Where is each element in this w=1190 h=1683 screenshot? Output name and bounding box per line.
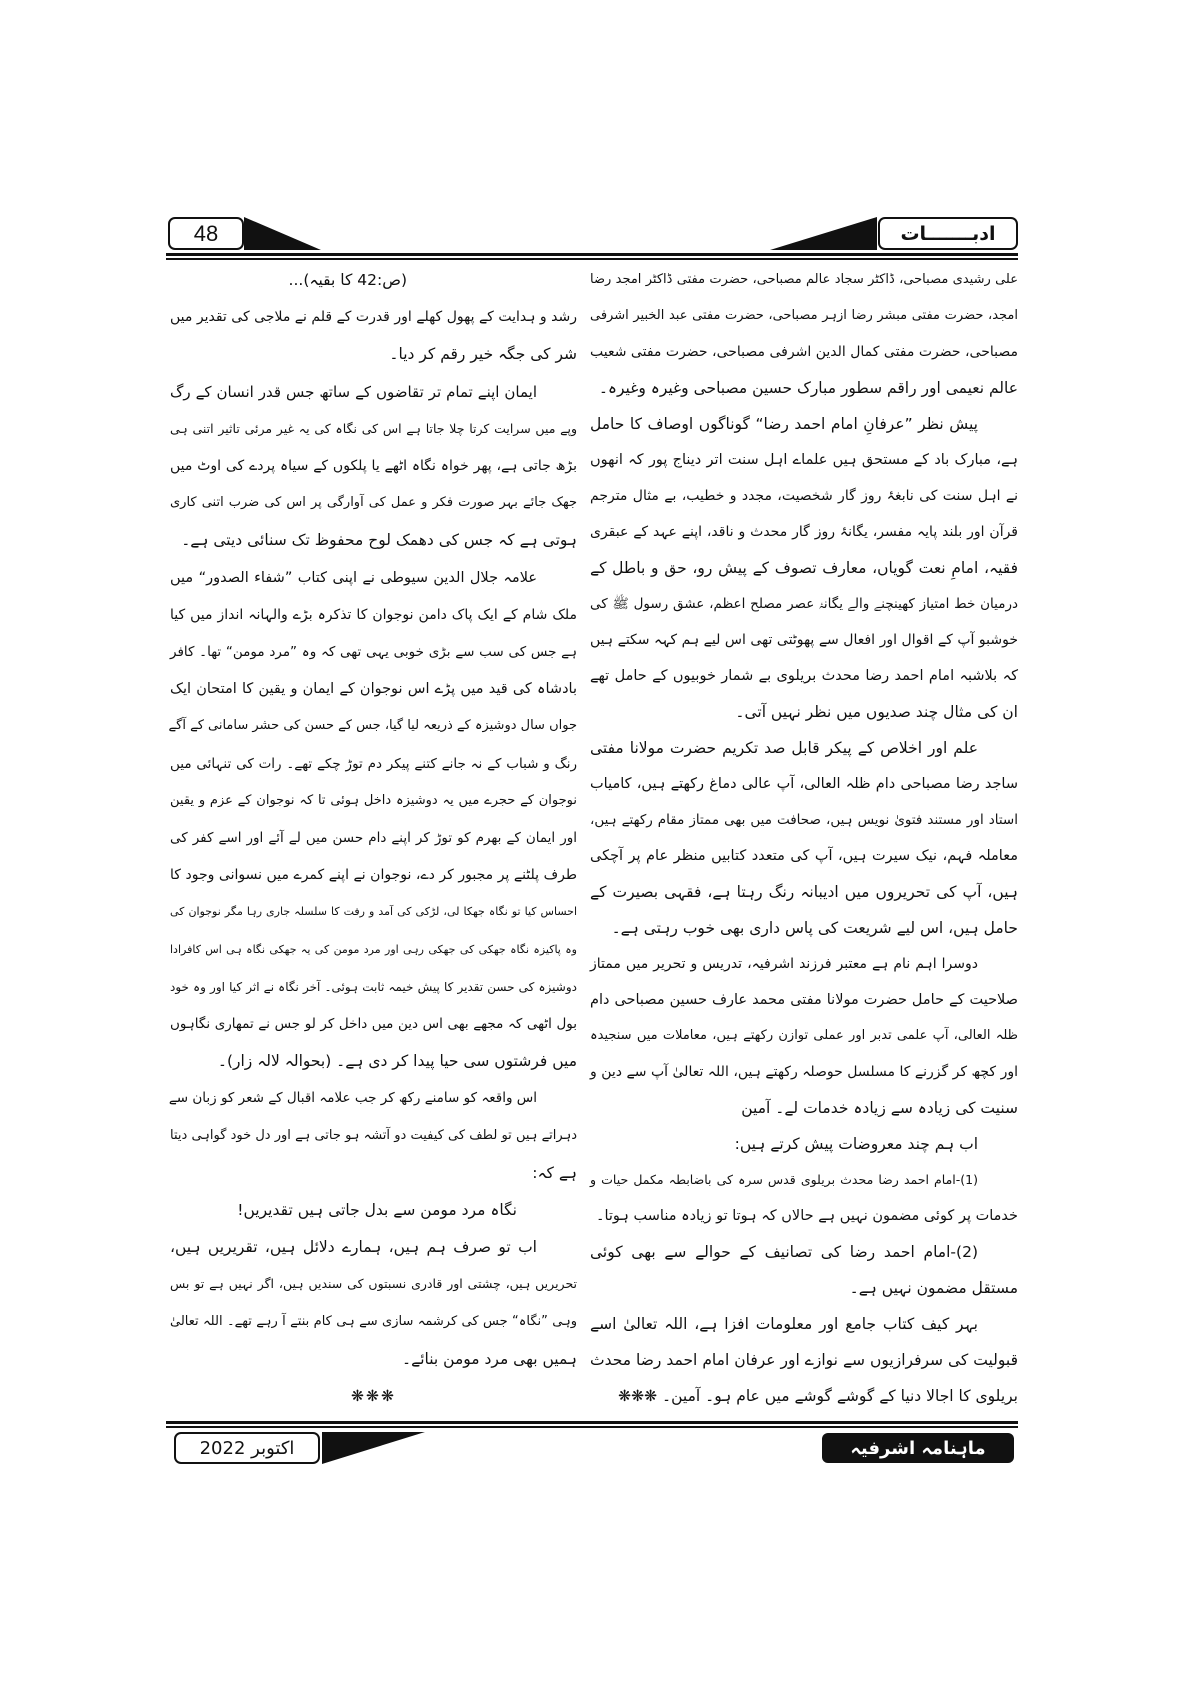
text-line: اس واقعہ کو سامنے رکھ کر جب علامہ اقبال کے شعر کو زبان سے: [168, 1090, 537, 1107]
text-line: رنگ و شباب کے نہ جانے کتنے پیکر دم توڑ چکے تھے۔ رات کی تنہائی میں: [170, 755, 577, 772]
text-line: احساس کیا تو نگاہ جھکا لی، لڑکی کی آمد و رفت کا سلسلہ جاری رہا مگر نوجوان کی: [170, 905, 577, 919]
text-line: ظلہ العالی، آپ علمی تدبر اور عملی توازن رکھتے ہیں، معاملات میں سنجیدہ: [590, 1028, 1018, 1043]
continuation-note: (ص:42 کا بقیہ)...: [288, 271, 407, 289]
section-title-box: [878, 217, 1018, 250]
text-line: بول اٹھی کہ مجھے بھی اس دین میں داخل کر لو جس نے تمھاری نگاہوں: [170, 1016, 577, 1032]
magazine-name: ماہنامہ اشرفیہ: [850, 1437, 986, 1459]
text-line: ہمیں بھی مرد مومن بنائے۔: [402, 1349, 577, 1368]
text-line: فقیہ، امامِ نعت گویاں، معارف تصوف کے پیش رو، حق و باطل کے: [590, 559, 1018, 577]
text-line: قرآن اور بلند پایہ مفسر، یگانۂ روز گار محدث و ناقد، اپنے عہد کے عبقری: [590, 524, 1018, 540]
text-line: دوسرا اہم نام ہے معتبر فرزند اشرفیہ، تدریس و تحریر میں ممتاز: [590, 956, 978, 972]
text-line: پیش نظر ”عرفانِ امام احمد رضا“ گوناگوں اوصاف کا حامل: [590, 415, 978, 433]
text-line: ہوتی ہے کہ جس کی دھمک لوح محفوظ تک سنائی دیتی ہے۔: [181, 531, 577, 550]
text-line: کہ بلاشبہ امام احمد رضا محدث بریلوی بے شمار خوبیوں کے حامل تھے: [590, 668, 1018, 684]
footer-left-wedge: [322, 1432, 426, 1465]
text-line: دہراتے ہیں تو لطف کی کیفیت دو آتشہ ہو جاتی ہے اور دل خود گواہی دیتا: [170, 1127, 577, 1143]
text-line: طرف پلٹنے پر مجبور کر دے، نوجوان نے اپنے کمرے میں نسوانی وجود کا: [170, 867, 577, 884]
text-line: درمیان خط امتیاز کھینچنے والے یگانۂ عصر مصلح اعظم، عشق رسول ﷺ کی: [590, 596, 1018, 612]
text-line: تحریریں ہیں، چشتی اور قادری نسبتوں کی سندیں ہیں، اگر نہیں ہے تو بس: [170, 1276, 577, 1292]
text-line: وہ پاکیزہ نگاہ جھکی کی جھکی رہی اور مرد مومن کی یہ جھکی نگاہ ہی اس کافرادا: [170, 942, 577, 956]
right-column: [590, 265, 1018, 1425]
text-line: حامل ہیں، اس لیے شریعت کی پاس داری بھی خوب رہتی ہے۔: [611, 919, 1018, 937]
text-line: (1)-امام احمد رضا محدث بریلوی قدس سرہ کی باضابطہ مکمل حیات و: [590, 1172, 978, 1187]
text-line: قبولیت کی سرفرازیوں سے نوازے اور عرفان امام احمد رضا محدث: [590, 1351, 1018, 1369]
text-line: صلاحیت کے حامل حضرت مولانا مفتی محمد عارف حسین مصباحی دام: [590, 992, 1018, 1008]
text-line: وپے میں سرایت کرتا چلا جاتا ہے اس کی نگاہ کی یہ غیر مرئی تاثیر اتنی ہی: [170, 420, 577, 436]
text-line: بڑھ جاتی ہے، پھر خواہ نگاہ اٹھے یا پلکوں کے سیاہ پردے کی اوٹ میں: [170, 458, 577, 474]
text-line: ساجد رضا مصباحی دام ظلہ العالی، آپ عالی دماغ رکھتے ہیں، کامیاب: [590, 776, 1018, 792]
text-line: وہی ”نگاہ“ جس کی کرشمہ سازی سے ہی کام بنتے آ رہے تھے۔ اللہ تعالیٰ: [170, 1313, 577, 1329]
text-line: علم اور اخلاص کے پیکر قابل صد تکریم حضرت مولانا مفتی: [590, 739, 978, 757]
footer-rule-thick: [166, 1421, 1018, 1424]
text-line: ہے، مبارک باد کے مستحق ہیں علماے اہل سنت اتر دیناج پور کہ انھوں: [590, 452, 1018, 468]
magazine-name-box: [822, 1433, 1014, 1463]
issue-date-box: [174, 1432, 320, 1464]
text-line: بادشاہ کی قید میں پڑے اس نوجوان کے ایمان و یقین کا امتحان ایک: [170, 681, 577, 698]
text-line: علی رشیدی مصباحی، ڈاکٹر سجاد عالم مصباحی، حضرت مفتی ڈاکٹر امجد رضا: [590, 272, 1018, 287]
header-rule-thick: [166, 253, 1018, 256]
page-number-box: [168, 217, 244, 250]
text-line: دوشیزہ کی حسن تقدیر کا پیش خیمہ ثابت ہوئی۔ آخر نگاہ نے اثر کیا اور وہ خود: [170, 979, 577, 994]
text-line: ان کی مثال چند صدیوں میں نظر نہیں آتی۔: [735, 703, 1018, 721]
text-line: عالم نعیمی اور راقم سطور مبارک حسین مصباحی وغیرہ وغیرہ۔: [598, 379, 1018, 397]
text-line: علامہ جلال الدین سیوطی نے اپنی کتاب ”شفاء الصدور“ میں: [170, 569, 537, 586]
text-line: نے اہل سنت کی نابغۂ روز گار شخصیت، مجدد و خطیب، بے مثال مترجم: [590, 488, 1018, 504]
text-line: جواں سال دوشیزہ کے ذریعہ لیا گیا، جس کے حسن کی حشر سامانی کے آگے: [168, 718, 577, 734]
text-line: (2)-امام احمد رضا کی تصانیف کے حوالے سے بھی کوئی: [590, 1243, 978, 1261]
issue-date: اکتوبر 2022: [199, 1437, 295, 1459]
section-title: ادبـــــــات: [900, 222, 996, 245]
text-line: نوجوان کے حجرے میں یہ دوشیزہ داخل ہوئی تا کہ نوجوان کے عزم و یقین: [170, 792, 577, 808]
text-line: خوشبو آپ کے اقوال اور افعال سے پھوٹتی تھی اس لیے ہم کہہ سکتے ہیں: [590, 632, 1018, 648]
text-line: اور ایمان کے بھرم کو توڑ کر اپنے دام حسن میں لے آئے اور اسے کفر کی: [170, 830, 577, 846]
text-line: بریلوی کا اجالا دنیا کے گوشے گوشے میں عام ہو۔ آمین۔ ❋❋❋: [618, 1387, 1018, 1405]
text-line: بہر کیف کتاب جامع اور معلومات افزا ہے، اللہ تعالیٰ اسے: [590, 1315, 978, 1333]
text-line: خدمات پر کوئی مضمون نہیں ہے حالاں کہ ہوتا تو زیادہ مناسب ہوتا۔: [595, 1208, 1018, 1224]
text-line: اب تو صرف ہم ہیں، ہمارے دلائل ہیں، تقریریں ہیں،: [170, 1238, 537, 1257]
text-line: میں فرشتوں سی حیا پیدا کر دی ہے۔ (بحوالہ لالہ زار)۔: [217, 1052, 577, 1071]
text-line: جھک جائے بہر صورت فکر و عمل کی آوارگی پر اس کی ضرب اتنی کاری: [170, 495, 577, 511]
text-line: ایمان اپنے تمام تر تقاضوں کے ساتھ جس قدر انسان کے رگ: [170, 382, 537, 401]
header-rule-thin: [166, 258, 1018, 260]
left-column: [170, 265, 577, 1425]
text-line: اور کچھ کر گزرنے کا مسلسل حوصلہ رکھتے ہیں، اللہ تعالیٰ آپ سے دین و: [590, 1064, 1018, 1080]
text-line: شر کی جگہ خیر رقم کر دیا۔: [389, 345, 577, 364]
text-line: استاد اور مستند فتویٰ نویس ہیں، صحافت میں بھی ممتاز مقام رکھتے ہیں،: [590, 812, 1018, 828]
page-number: 48: [193, 220, 219, 246]
text-line: اب ہم چند معروضات پیش کرتے ہیں:: [734, 1135, 978, 1153]
header-left-wedge: [244, 217, 322, 251]
text-line: مصباحی، حضرت مفتی کمال الدین اشرفی مصباحی، حضرت مفتی شعیب: [590, 344, 1018, 360]
text-line: رشد و ہدایت کے پھول کھلے اور قدرت کے قلم نے ملاجی کی تقدیر میں: [170, 309, 577, 326]
header-right-wedge: [770, 217, 878, 251]
text-line: ہیں، آپ کی تحریروں میں ادیبانہ رنگ رہتا ہے، فقہی بصیرت کے: [590, 883, 1018, 901]
text-line: ہے کہ:: [532, 1163, 577, 1182]
text-line: سنیت کی زیادہ سے زیادہ خدمات لے۔ آمین: [741, 1099, 1018, 1117]
text-line: مستقل مضمون نہیں ہے۔: [849, 1279, 1018, 1297]
text-line: ہے جس کی سب سے بڑی خوبی یہی تھی کہ وہ ”مرد مومن“ تھا۔ کافر: [170, 644, 577, 660]
text-line: معاملہ فہم، نیک سیرت ہیں، آپ کی متعدد کتابیں منظر عام پر آچکی: [590, 848, 1018, 864]
verse-line: نگاہ مرد مومن سے بدل جاتی ہیں تقدیریں!: [237, 1201, 517, 1219]
footer-rule-thin: [166, 1426, 1018, 1428]
text-line: امجد، حضرت مفتی مبشر رضا ازہر مصباحی، حضرت مفتی عبد الخبیر اشرفی: [590, 308, 1018, 323]
end-ornament: ❋❋❋: [351, 1387, 396, 1405]
text-line: ملک شام کے ایک پاک دامن نوجوان کا تذکرہ بڑے والہانہ انداز میں کیا: [170, 606, 577, 623]
